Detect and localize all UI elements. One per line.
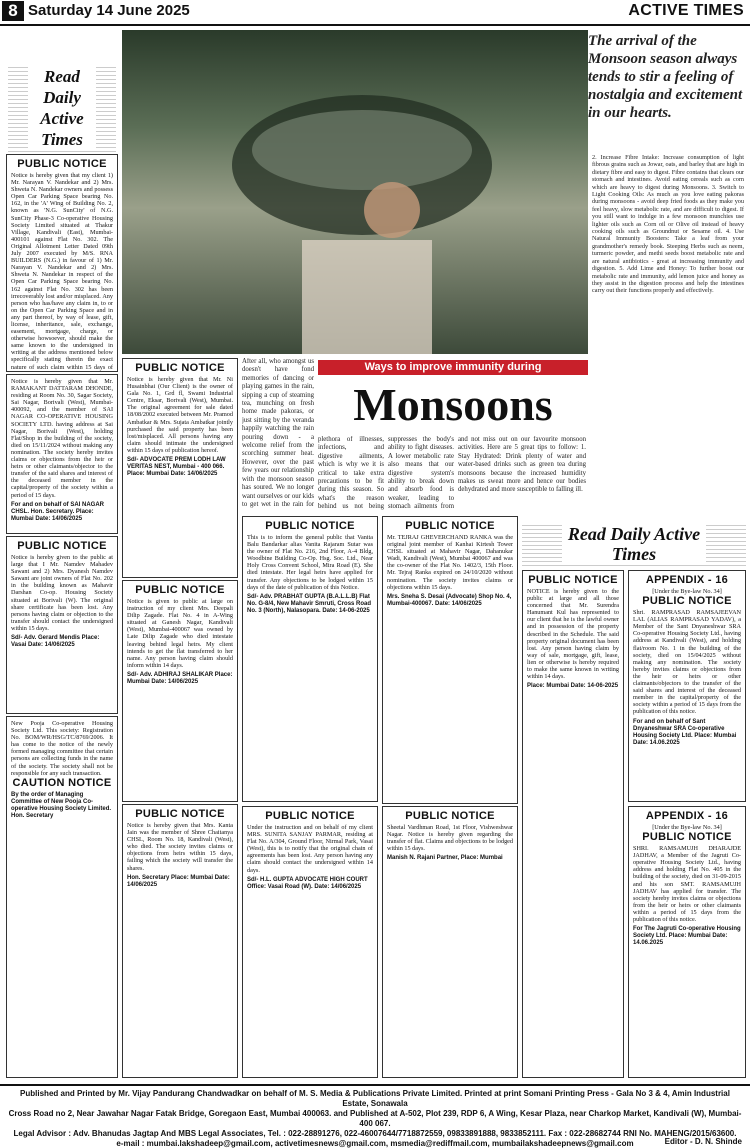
imprint-line-3: Legal Advisor : Adv. Bhanudas Jagtap And MBS Legal Associates, Tel. : 022-28891276, 022-46007644/7718872559, 09833891888, 9833852111. Fax : 022-28682744 RNI No. MAHENG/2015/63600. [13,1129,737,1138]
notice-5 [122,358,238,578]
notice-body: Shri. RAMPRASAD RAMSAJEEVAN LAL (ALIAS RAMPRASAD YADAV), a Member of the Sant Dnyaneshwar SRA Co-operative Housing Society Ltd., having address at Kandivali (West), and holding flat/room No. 1 in the building of the society, died on 15/04/2025 without making any nomination. The society hereby invites claims or objections from the heir or heirs or other claimants/objectors to the transfer of the said shares and interest of the deceased member in the capital/property of the society within a period of 15 days from the publication of this notice. [633,609,741,716]
notice-signature: Sd/- Adv. PRABHAT GUPTA (B.A.L.L.B) Flat No. G-8/4, New Mahavir Smruti, Cross Road No. 3 (North), Nalasopara. Date: 14-06-2025 [247,593,372,614]
imprint-line-1: Published and Printed by Mr. Vijay Pandurang Chandwadkar on behalf of M. S. Media & Publications Private Limited. Printed at print Somani Printing Press - Gala No 3 & 4, Amin Industrial Estate, Sonawala [20,1089,730,1108]
notice-3 [6,536,118,714]
notice-heading: PUBLIC NOTICE [135,584,225,596]
article-kicker: Ways to improve immunity during [318,360,588,375]
notice-signature: Sd/- H.L. GUPTA ADVOCATE HIGH COURT Office: Vasai Road (W). Date: 14/06/2025 [247,876,368,890]
notice-10 [122,804,238,1078]
notice-heading: PUBLIC NOTICE [405,810,495,822]
notice-9 [522,570,624,1078]
notice-signature: Sd/- ADVOCATE PREM LODH LAW VERITAS NEST, Mumbai - 400 066. Place: Mumbai Date: 14/06/2025 [127,457,226,478]
imprint-line-2: Cross Road no 2, Near Jawahar Nagar Fatak Bridge, Goregaon East, Mumbai 400063. and Published at A-502, Plot 239, RDP 6, A Wing, Kesar Plaza, near Charkop Market, Kandivali (W), Mumbai-400 067. [8,1109,742,1128]
notice-body: Notice is hereby given that my client 1) Mr. Narayan V. Nandekar and 2) Mrs. Shweta N. Nandekar owners and possess Open Car Parking Space bearing No. 162, in the 'A' Wing of Building No. 2, known as 'N.G. SunCity' of N.G. SunCity Phase-3 Co-operative Housing Society Limited situated at Thakur Village, Kandivali (East), Mumbai-400101 against Flat No. 302. The Original Allotment Letter Dated 09th July 2007 executed by M/S. RNA BUILDERS (N.G.) in favour of 1) Mr. Narayan V. Nandekar and 2) Mrs. Shweta N. Nandekar in respect of the Open Car Parking Space bearing No. 162 against Flat No. 302 has been irrecoverably lost and/or misplaced. Any person who has/have any claim in, to or on the Open Car Parking Space and in any part thereof, by way of lease, gift, license, inheritance, sale, exchange, easement, mortgage, charge, or otherwise howsoever, should make the same known to the undersigned in writing at the address mentioned below specifically stating therein the exact nature of such claim within 15 days of [11,172,113,371]
notice-heading: PUBLIC NOTICE [135,362,225,374]
notice-signature: Sd/- Adv. Gerard Mendis Place: Vasai Date: 14/06/2025 [11,635,100,649]
article-column-3: suppresses the body's ability to fight diseases. A lower metabolic rate also means that our digestive system's ability to break down and absorb food is weaker, leading to stomach ailments from [388,436,454,511]
notice-12 [382,806,518,1078]
notice-heading: PUBLIC NOTICE [265,810,355,822]
notice-signature: Hon. Secretary Place: Mumbai Date: 14/06/2025 [127,874,230,888]
rain-illustration [122,30,588,354]
article-title: Monsoons [353,380,553,430]
page-number: 8 [2,1,24,21]
notice-body: Notice is hereby given that Mr. RAMAKANT DATTARAM DHONDE, residing at Room No. 30, Sagar Society, Sai Nagar, Borivali (West), Mumbai-400092, and the member of SAI NAGAR CO-OPERATIVE HOUSING SOCIETY LTD. having address at Sai Nagar, Borivali (West), holding Flat/Shop in the building of the society, died on 15/11/2024 without making any nomination. The society hereby invites claims or objections from the heir or heirs or other claimants/objector to the transfer of the said shares and interest of the deceased member in the capital/property of the society within a period of 15 days. [11,378,113,499]
notice-4 [6,716,118,1078]
notice-body: Under the instruction and on behalf of my client MRS. SUNITA SANJAY PARMAR, residing at Flat No. A/304, Ground Floor, Nirmal Park, Vasai (West), this is to notify that the original chain of agreements has been lost. Any person having any claim should contact the undersigned within 14 days. [247,824,373,874]
notice-body: This is to inform the general public that Vanita Balu Bandarkar alias Vanita Rajaram Sutar was the owner of Flat No. 216, 2nd Floor, A-4 Bldg, Woodbine Building Co-Op. Hsg. Soc. Ltd., Near Holy Cross Convent School, Mira Road (E). She died intestate. Her legal heirs have applied for transfer. Any objections to be lodged within 15 days of the date of publication of this Notice. [247,534,373,591]
notice-11 [242,806,378,1078]
article-column-5 [592,362,744,512]
notice-13 [628,570,746,802]
promo-right-text: Read Daily Active Times [562,524,706,564]
notice-signature: Mrs. Sneha S. Desai (Advocate) Shop No. 4, Mumbai-400067. Date: 14/06/2025 [387,593,512,607]
imprint-line-4: e-mail : mumbai.lakshadeep@gmail.com, activetimesnews@gmail.com, msmedia@rediffmail.com, mumbailakshadeepnews@gmail.com [116,1139,634,1148]
notice-body: Notice is given to public at large on instruction of my client Mrs. Deepali Dilip Zagade. Flat No. 4 in A-Wing situated at Ganesh Nagar, Kandivali (West), Mumbai-400067 was owned by Late Dilip Zagade who died intestate leaving behind legal heirs. My client intends to get the flat transferred to her name. Any person having claim should inform within 14 days. [127,598,233,669]
notice-body: Notice is hereby given to the public at large that I Mr. Namdev Mahadev Sawant and 2) Mrs. Dyanesh Namdev Sawant are joint owners of Flat No. 202 in the building known as Mahavir Darshan Co-op. Housing Society situated at Borivali (W). The original share certificate has been lost. Any persons having claim or objection to the transfer should contact the undersigned within 15 days. [11,554,113,632]
promo-left [8,64,116,152]
notice-signature: Sd/- Adv. ADHIRAJ SHALIKAR Place: Mumbai Date: 14/06/2025 [127,671,233,685]
notice-14 [628,806,746,1078]
feature-headline-block [588,32,746,154]
article-column-1: After all, who amongst us doesn't have fond memories of dancing or playing games in the rain, sipping a cup of steaming tea, munching on fresh home made pakoras, or just sitting by the veranda happily watching the rain pouring down - a welcome relief from the scorching summer heat. However, over the past few years our relationship with the monsoon season has soured. We no longer want ourselves or our kids to get wet in the rain for [242,358,314,508]
notice-2 [6,374,118,534]
monsoon-photo [122,30,588,354]
masthead [0,0,750,26]
notice-heading: PUBLIC NOTICE [17,158,107,170]
notice-body: Sheetal Vardhman Road, 1st Floor, Vishweshwar Nagar. Notice is hereby given regarding the transfer of flat. Claims and objections to be lodged within 15 days. [387,824,513,853]
notice-heading: PUBLIC NOTICE [135,808,225,820]
issue-date: Saturday 14 June 2025 [28,2,190,19]
promo-right [522,522,746,566]
notice-heading: CAUTION NOTICE [12,776,112,789]
notice-heading: APPENDIX - 16 [645,810,729,822]
imprint-footer [0,1084,750,1148]
notice-signature: For and on behalf of SAI NAGAR CHSL. Hon. Secretary. Place: Mumbai Date: 14/06/2025 [11,501,104,522]
notice-body: Mr. TEJRAJ GHEVERCHAND RANKA was the original joint member of Kanhai Kirtesh Tower CHSL situated at Mahavir Nagar, Dahanukar Wadi, Kandivali (West), Mumbai 400067 and was the co-owner of the Flat No. 1402/3, 15th Floor. Mr. Tejraj Ranka expired on 24/10/2020 without nomination. The society invites claims or objections within 15 days. [387,534,513,591]
notice-6 [122,580,238,802]
notice-8 [382,516,518,804]
notice-body: New Pooja Co-operative Housing Society Ltd. This society: Registration No. BOM/WR/HSG/TC/8769/2006. It has come to the notice of the newly formed managing committee that certain persons are collecting funds in the name of the society. The society shall not be responsible for any such transaction. [11,720,113,777]
notice-signature: For The Jagruti Co-operative Housing Society Ltd. Place: Mumbai Date: 14.06.2025 [633,926,741,947]
feature-headline: The arrival of the Monsoon season always tends to stir a feeling of nostalgia and excitement in our hearts. [588,33,743,121]
section-title: ACTIVE TIMES [628,2,744,19]
notice-signature: For and on behalf of Sant Dnyaneshwar SRA Co-operative Housing Society Ltd. Place: Mumbai Date: 14.06.2025 [633,718,737,746]
notice-heading: APPENDIX - 16 [645,574,729,586]
notice-body: SHRI. RAMSAMUJH DHARAJDE JADHAV, a Member of the Jagruti Co-operative Housing Society Ltd., having address and holding Flat No. 405 in the building of the society, died on 31-09-2015 and his son SMT. RAMSAMUJH JADHAV has applied for transfer. The society hereby invites claims or objections from the heir or heirs or other claimants within a period of 15 days from the publication of this notice. [633,845,741,924]
editor-credit: Editor - D. N. Shinde [664,1137,742,1146]
promo-left-text: Read Daily Active Times [28,66,96,150]
notice-subheading: [Under the Bye-law No. 34] [652,588,722,595]
article-column-4: and not miss out on our favourite monsoon activities. Here are 5 great tips to follow: 1. Stay Hydrated: Drink plenty of water and water-based drinks such as green tea during monsoons because the increased humidity makes us sweat more and hence our bodies dehydrated and more susceptible to falling ill. [458,436,586,494]
notice-1 [6,154,118,372]
notice-body: NOTICE is hereby given to the public at large and all those concerned that Mr. Surendra Hanumant Kul has represented to our client that he is the lawful owner and in possession of the property described in the Schedule. The said property original document has been lost. Any person having claim by way of sale, mortgage, gift, lease, lien or otherwise is hereby required to make the same known in writing within 14 days. [527,588,619,681]
notice-signature: By the order of Managing Committee of New Pooja Co-operative Housing Society Limited. Hon. Secretary [11,791,112,819]
notice-subheading: [Under the Bye-law No. 34] [652,824,722,831]
notice-heading-2: PUBLIC NOTICE [642,595,732,608]
notice-signature: Manish N. Rajani Partner, Place: Mumbai [387,855,503,862]
notice-heading: PUBLIC NOTICE [17,540,107,552]
feature-right-column: 2. Increase Fibre Intake: Increase consumption of light fibrous grains such as Jowar, oats, and barley that are high in dietary fibre and easy to digest. Fibre contains that clears our stomach and intestines. Avoid eating cereals such as corn which are heavy to digest during Monsoons. 3. Switch to Light Cooking Oils: As much as you love eating pakoras during monsoons - avoid deep fried foods as they make you feel heavy, slow metabolic rate, and are difficult to digest. If you still want to indulge in a few monsoon munchies use lighter oils such as Corn oil or Olive oil instead of heavy cooking oils such as Groundnut or Sesame oil. 4. Use Natural Immunity Boosters: Take a leaf from your grandmother's remedy book. Steeping Herbs such as neem, turmeric powder, and methi seeds boost metabolic rate and are natural antibiotics - great at increasing immunity and digestion. 5. Add Lime and Honey: To further boost our metabolic rate and immunity, add lemon juice and honey as they assist in the digestion process and help the intestines carry out their functions properly and effectively. [592,154,744,295]
notice-signature: Place: Mumbai Date: 14-06-2025 [527,683,619,690]
notice-7 [242,516,378,802]
article-column-2: plethora of illnesses, infections, and digestive ailments, which is why we it is critical to take extra precautions to be fit during this season. So what's the reason behind us not being [318,436,384,511]
notice-heading: PUBLIC NOTICE [528,574,618,586]
notice-heading: PUBLIC NOTICE [405,520,495,532]
notice-heading-2: PUBLIC NOTICE [642,831,732,844]
notice-heading: PUBLIC NOTICE [265,520,355,532]
notice-body: Notice is hereby given that Mr. Ni Husainbhai (Our Client) is the owner of Gala No. 1, Grd fl, Swami Industrial Centre, Eksar, Borivali (West), Mumbai. The original agreement for sale dated 18/08/2002 executed between Mr. Pramod Ambatkar & Mrs. Sujata Ambatkar jointly purchased the said property has been lost/misplaced. All persons having any claim should intimate the undersigned within 15 days of publication hereof. [127,376,233,454]
notice-body: Notice is hereby given that Mrs. Kanta Jain was the member of Shree Chaitanya CHSL, Room No. 18, Kandivali (West), who died. The society invites claims or objections from heirs within 15 days, failing which the society will transfer the shares. [127,822,233,872]
